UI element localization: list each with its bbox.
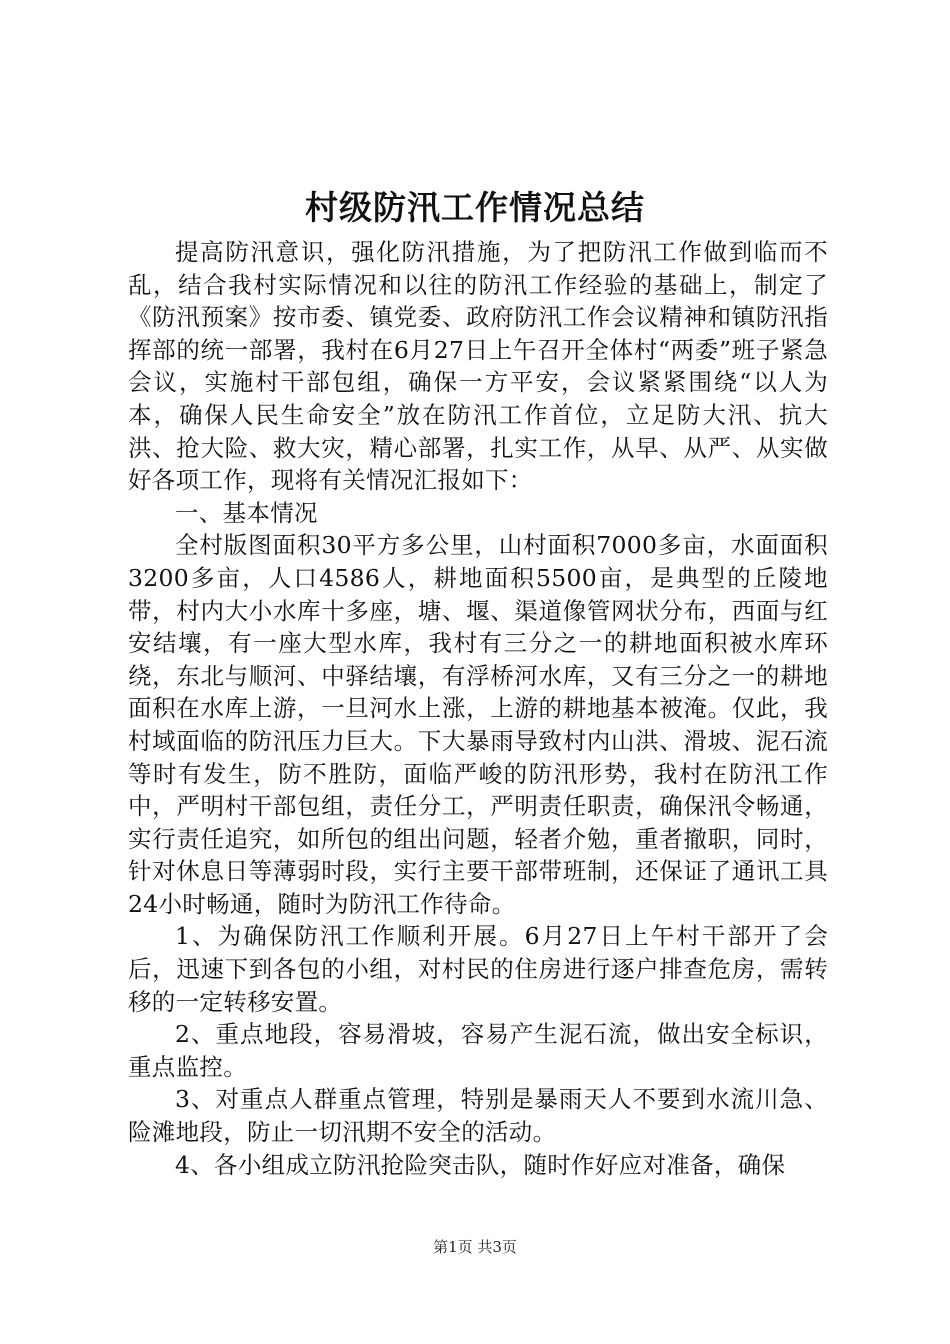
measure-item-2: 2、重点地段，容易滑坡，容易产生泥石流，做出安全标识，重点监控。 bbox=[128, 1020, 828, 1081]
document-title: 村级防汛工作情况总结 bbox=[305, 188, 645, 227]
section-heading-basic-situation: 一、基本情况 bbox=[175, 498, 318, 527]
intro-paragraph: 提高防汛意识，强化防汛措施，为了把防汛工作做到临而不乱，结合我村实际情况和以往的防汛工作经验的基础上，制定了《防汛预案》按市委、镇党委、政府防汛工作会议精神和镇防汛指挥部的统一部署，我村在6月27日上午召开全体村“两委”班子紧急会议，实施村干部包组，确保一方平安，会议紧紧围绕“以人为本，确保人民生命安全”放在防汛工作首位，立足防大汛、抗大洪、抢大险、救大灾，精心部署，扎实工作，从早、从严、从实做好各项工作，现将有关情况汇报如下： bbox=[128, 238, 828, 495]
basic-situation-paragraph: 全村版图面积30平方多公里，山村面积7000多亩，水面面积3200多亩，人口4586人，耕地面积5500亩，是典型的丘陵地带，村内大小水库十多座，塘、堰、渠道像管网状分布，西面与红安结壤，有一座大型水库，我村有三分之一的耕地面积被水库环绕，东北与顺河、中驿结壤，有浮桥河水库，又有三分之一的耕地面积在水库上游，一旦河水上涨，上游的耕地基本被淹。仅此，我村域面临的防汛压力巨大。下大暴雨导致村内山洪、滑坡、泥石流等时有发生，防不胜防，面临严峻的防汛形势，我村在防汛工作中，严明村干部包组，责任分工，严明责任职责，确保汛令畅通，实行责任追究，如所包的组出问题，轻者介勉，重者撤职，同时，针对休息日等薄弱时段，实行主要干部带班制，还保证了通讯工具24小时畅通，随时为防汛工作待命。 bbox=[128, 531, 828, 918]
measure-item-4: 4、各小组成立防汛抢险突击队，随时作好应对准备，确保 bbox=[175, 1150, 786, 1179]
document-body bbox=[128, 236, 828, 1181]
page-footer: 第1页 共3页 bbox=[433, 1238, 517, 1256]
measure-item-3: 3、对重点人群重点管理，特别是暴雨天人不要到水流川急、险滩地段，防止一切汛期不安全的活动。 bbox=[128, 1085, 828, 1147]
measure-item-1: 1、为确保防汛工作顺利开展。6月27日上午村干部开了会后，迅速下到各包的小组，对村民的住房进行逐户排查危房，需转移的一定转移安置。 bbox=[128, 922, 828, 1016]
